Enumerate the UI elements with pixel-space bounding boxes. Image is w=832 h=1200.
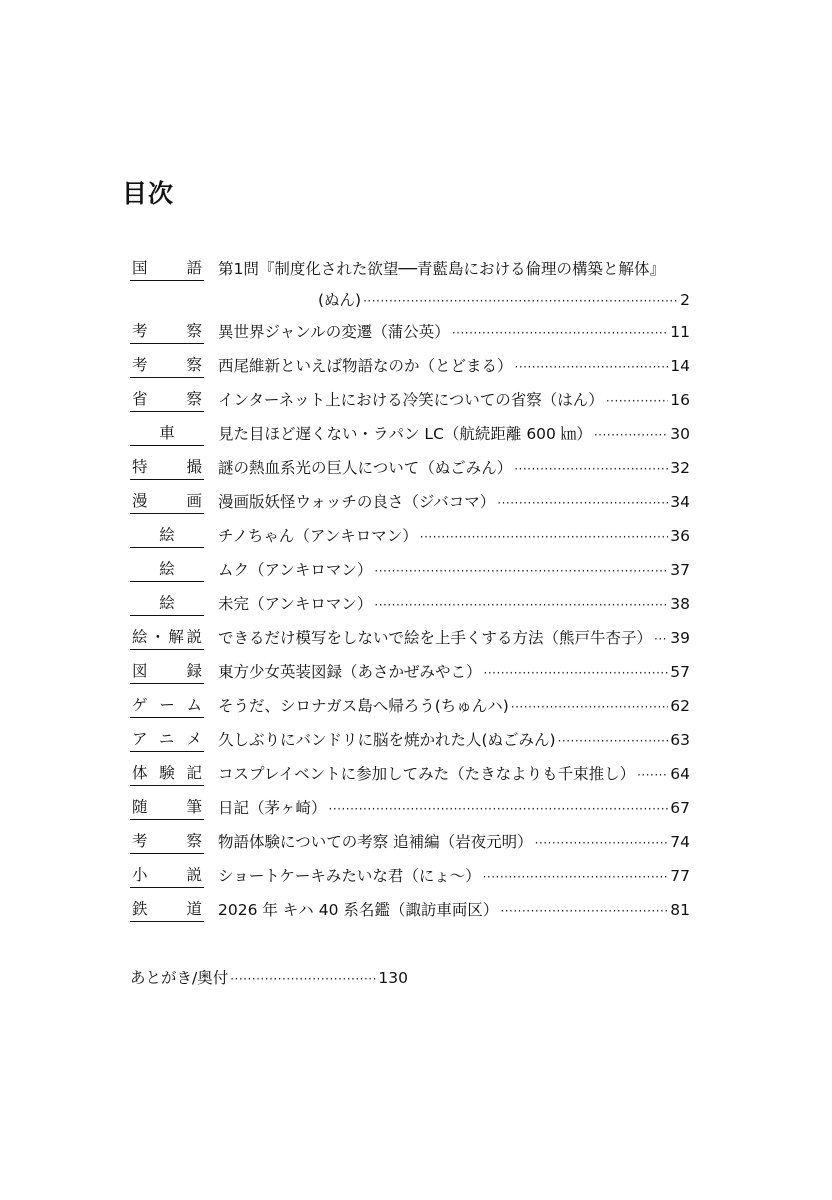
dot-leader [420,526,668,548]
toc-page-number: 14 [670,357,690,375]
toc-page-number: 74 [670,833,690,851]
toc-entry[interactable] [130,593,690,616]
toc-category: 小 説 [130,865,204,888]
toc-entry-title: 異世界ジャンルの変遷（蒲公英） [218,323,450,341]
toc-page-number: 30 [670,425,690,443]
toc-entry-author: (ぬん) [318,291,362,309]
toc-entry-title: コスプレイベントに参加してみた（たきなよりも千束推し） [218,765,636,783]
toc-page-number: 39 [670,629,690,647]
toc-entry-title: 漫画版妖怪ウォッチの良さ（ジバコマ） [218,493,496,511]
toc-entry-title: 西尾維新といえば物語なのか（とどまる） [218,357,513,375]
toc-category: 絵 [130,559,204,582]
dot-leader [452,322,668,344]
toc-entry[interactable] [130,321,690,344]
toc-page-number: 36 [670,527,690,545]
toc-category: 随 筆 [130,797,204,820]
toc-entry-title: 東方少女英装図録（あさかぜみやこ） [218,663,482,681]
toc-category: ゲーム [130,695,204,718]
toc-entry-title: 第1問『制度化された欲望──青藍島における倫理の構築と解体』 [218,260,666,278]
dot-leader [514,458,668,480]
toc-entry-title: 未完（アンキロマン） [218,595,373,613]
toc-entry[interactable] [130,559,690,582]
toc-page-number: 32 [670,459,690,477]
toc-entry-title: 謎の熱血系光の巨人について（ぬごみん） [218,459,513,477]
dot-leader [483,866,669,888]
toc-page-number: 57 [670,663,690,681]
dot-leader [594,424,668,446]
dot-leader [374,594,668,616]
toc-page-number: 81 [670,901,690,919]
toc-page-number: 63 [670,731,690,749]
toc-entry[interactable] [130,797,690,820]
toc-entry-title: そうだ、シロナガス島へ帰ろう(ちゅんハ) [218,697,509,715]
toc-category: 絵・解説 [130,627,204,650]
toc-entry[interactable] [130,831,690,854]
toc-page-number: 37 [670,561,690,579]
toc-category: アニメ [130,729,204,752]
toc-entry-title: できるだけ模写をしないで絵を上手くする方法（熊戸牛杏子） [218,629,653,647]
afterword-page-number: 130 [378,969,408,987]
toc-entry[interactable] [130,899,690,922]
toc-entry[interactable] [130,865,690,888]
toc-category: 漫 画 [130,491,204,514]
toc-entry-title: インターネット上における冷笑についての省察（はん） [218,391,604,409]
toc-entry-title: ショートケーキみたいな君（にょ～） [218,867,481,885]
toc-page-number: 77 [670,867,690,885]
toc-category: 体験記 [130,763,204,786]
toc-entry[interactable] [130,389,690,412]
toc-entry[interactable] [130,695,690,718]
toc-category: 図 録 [130,661,204,684]
dot-leader [497,492,668,514]
dot-leader [654,628,668,650]
toc-entry[interactable] [130,729,690,752]
toc-entry-title: 2026 年 キハ 40 系名鑑（諏訪車両区） [218,901,499,919]
dot-leader [329,798,669,820]
toc-page-number: 64 [670,765,690,783]
dot-leader [484,662,669,684]
toc-entry[interactable] [130,457,690,480]
toc-entry-title: 日記（茅ヶ崎） [218,799,327,817]
toc-entry-title: 物語体験についての考察 追補編（岩夜元明） [218,833,533,851]
dot-leader [363,290,678,312]
dot-leader [637,764,668,786]
toc-category: 国 語 [130,258,204,281]
dot-leader [511,696,668,718]
toc-category: 絵 [130,593,204,616]
dot-leader [230,972,376,986]
toc-entry[interactable] [130,763,690,786]
afterword-label: あとがき/奥付 [130,969,229,987]
toc-page-number: 11 [670,323,690,341]
table-of-contents [130,258,690,933]
toc-page-number: 16 [670,391,690,409]
dot-leader [606,390,668,412]
toc-page-number: 67 [670,799,690,817]
toc-entry[interactable] [130,525,690,548]
toc-entry-title: チノちゃん（アンキロマン） [218,527,418,545]
toc-page-number: 34 [670,493,690,511]
toc-category: 車 [130,423,204,446]
toc-category: 特 撮 [130,457,204,480]
page-title: 目次 [122,179,175,208]
toc-entry[interactable] [130,258,690,311]
toc-entry[interactable] [130,423,690,446]
toc-page-number: 62 [670,697,690,715]
toc-category: 考 察 [130,831,204,854]
dot-leader [558,730,669,752]
dot-leader [500,900,668,922]
toc-entry-title: 久しぶりにバンドリに脳を焼かれた人(ぬごみん) [218,731,556,749]
toc-page-number: 38 [670,595,690,613]
toc-category: 鉄 道 [130,899,204,922]
toc-entry[interactable] [130,627,690,650]
toc-entry[interactable] [130,661,690,684]
dot-leader [374,560,668,582]
toc-page-number: 2 [680,291,690,309]
toc-entry[interactable] [130,355,690,378]
toc-category: 省 察 [130,389,204,412]
toc-entry-title: ムク（アンキロマン） [218,561,373,579]
toc-entry-title: 見た目ほど遅くない・ラパン LC（航続距離 600 ㎞） [218,425,592,443]
dot-leader [535,832,669,854]
toc-category: 絵 [130,525,204,548]
afterword-entry[interactable] [130,966,408,988]
toc-category: 考 察 [130,321,204,344]
toc-category: 考 察 [130,355,204,378]
toc-entry[interactable] [130,491,690,514]
dot-leader [515,356,669,378]
